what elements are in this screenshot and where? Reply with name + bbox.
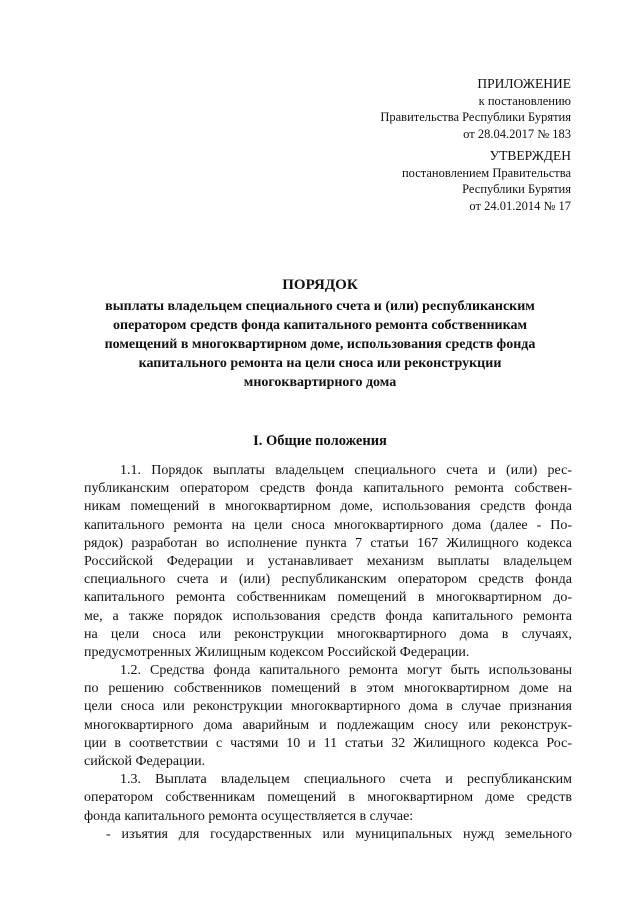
text-line: капитального ремонта на цели сноса многоквартирного дома (далее - По- <box>84 517 572 533</box>
approved-line: постановлением Правительства <box>401 165 571 180</box>
appendix-date: от 28.04.2017 № 183 <box>463 126 571 141</box>
title-main: ПОРЯДОК <box>282 277 358 293</box>
title-line: многоквартирного дома <box>243 375 397 390</box>
text-line: ции в соответствии с частями 10 и 11 статьи 32 Жилищного кодекса Рос- <box>84 735 572 751</box>
text-line: - изъятия для государственных или муниципальных нужд земельного <box>106 826 572 842</box>
text-line: оператором собственникам помещений в многоквартирном доме средств <box>84 790 572 806</box>
text-line: ме, а также порядок использования средств фонда капитального ремонта <box>84 608 572 624</box>
appendix-heading: ПРИЛОЖЕНИЕ <box>477 76 571 91</box>
text-line: специального счета и (или) республиканским оператором средств фонда <box>84 572 572 588</box>
text-line: многоквартирного дома аварийным и подлежащим сносу или реконструк- <box>84 717 572 733</box>
text-line: Российской Федерации и устанавливает механизм выплаты владельцем <box>84 553 572 569</box>
text-line: 1.2. Средства фонда капитального ремонта могут быть использованы <box>120 663 572 679</box>
document-title <box>70 276 570 392</box>
approved-heading: УТВЕРЖДЕН <box>489 148 571 163</box>
title-line: помещений в многоквартирном доме, использования средств фонда <box>104 337 536 352</box>
title-line: выплаты владельцем специального счета и (или) республиканским <box>105 299 535 314</box>
text-line: сийской Федерации. <box>84 754 206 769</box>
text-line: предусмотренных Жилищным кодексом Российской Федерации. <box>84 644 470 660</box>
approved-block <box>402 148 571 214</box>
text-line: публиканским оператором средств фонда капитального ремонта собствен- <box>84 481 572 497</box>
text-line: капитального ремонта собственникам помещений в многоквартирном до- <box>84 590 572 606</box>
title-line: оператором средств фонда капитального ремонта собственникам <box>113 318 527 333</box>
appendix-line: Правительства Республики Бурятия <box>380 110 571 124</box>
text-line: 1.1. Порядок выплаты владельцем специального счета и (или) рес- <box>120 463 572 478</box>
text-line: цели сноса или реконструкции многоквартирного дома в случае признания <box>84 699 572 715</box>
text-line: на цели сноса или реконструкции многоквартирного дома в случаях, <box>84 626 572 642</box>
text-line: рядок) разработан во исполнение пункта 7 статьи 167 Жилищного кодекса <box>84 535 572 551</box>
title-line: капитального ремонта на цели сноса или реконструкции <box>138 356 502 371</box>
body-text <box>84 462 572 844</box>
appendix-line: к постановлению <box>478 93 571 108</box>
text-line: фонда капитального ремонта осуществляется в случае: <box>84 808 414 824</box>
appendix-block <box>380 76 571 142</box>
section-heading: I. Общие положения <box>253 433 387 449</box>
text-line: 1.3. Выплата владельцем специального счета и республиканским <box>120 772 572 788</box>
text-line: никам помещений в многоквартирном доме, использования средств фонда <box>84 499 572 515</box>
text-line: по решению собственников помещений в этом многоквартирном доме на <box>84 681 572 697</box>
approved-line: Республики Бурятия <box>462 182 571 196</box>
approved-date: от 24.01.2014 № 17 <box>469 198 571 213</box>
